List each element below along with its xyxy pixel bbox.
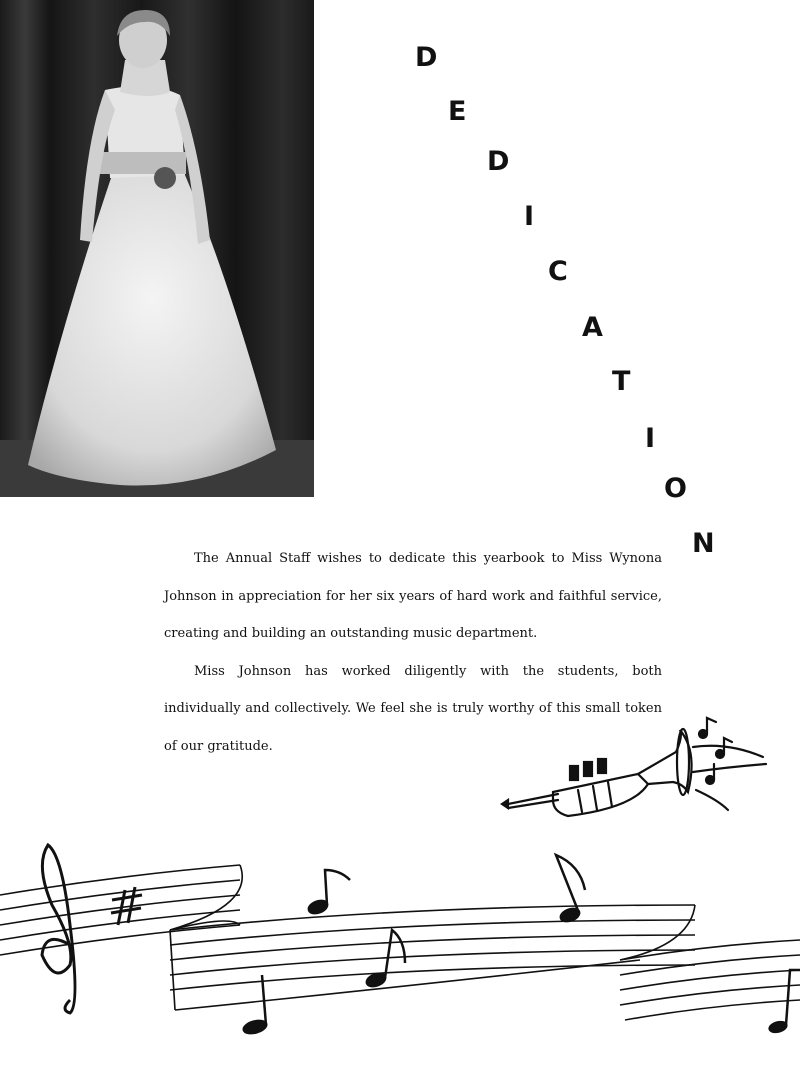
heading-letter: T: [612, 366, 631, 397]
heading-letter: I: [645, 423, 656, 454]
portrait-photo: [0, 0, 314, 497]
heading-letter: N: [692, 528, 715, 559]
heading-letter: A: [582, 312, 603, 343]
heading-letter: D: [415, 42, 438, 73]
paragraph-text: Miss Johnson has worked diligently with the students, both individually and collectively. We feel she is truly worthy of this small token of our gratitude.: [164, 663, 662, 754]
heading-letter: I: [524, 201, 535, 232]
heading-letter: C: [548, 256, 568, 287]
heading-letter: O: [664, 473, 687, 504]
heading-letter: E: [448, 96, 467, 127]
music-staff-icon: [0, 835, 800, 1074]
paragraph: [164, 540, 662, 653]
paragraph-text: The Annual Staff wishes to dedicate this yearbook to Miss Wynona Johnson in appreciation for her six years of hard work and faithful service, creating and building an outstanding music department.: [164, 551, 662, 641]
heading-letter: D: [487, 146, 510, 177]
trumpet-icon: [498, 712, 773, 827]
